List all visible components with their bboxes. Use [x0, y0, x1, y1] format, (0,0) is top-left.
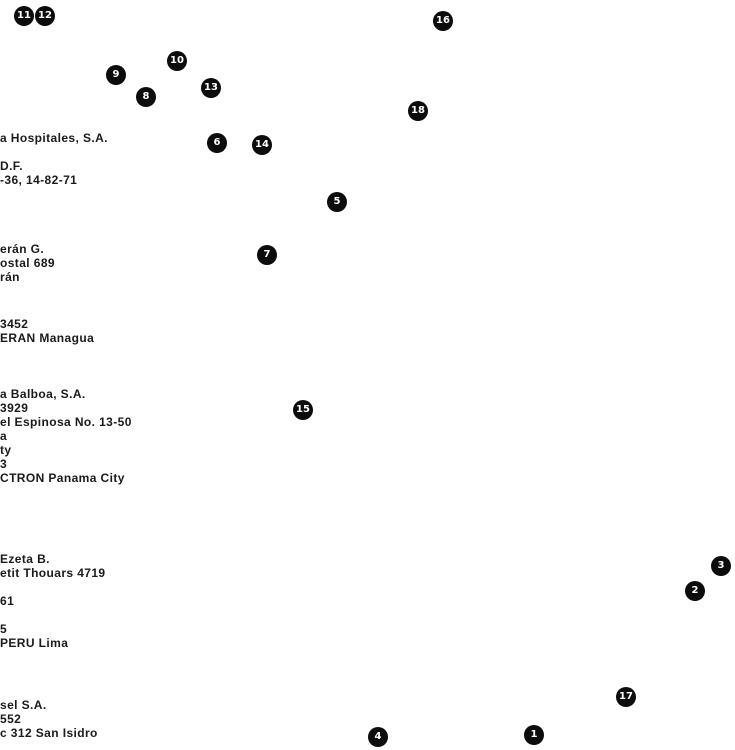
- address-line: el Espinosa No. 13-50: [0, 415, 132, 429]
- marker-7: 7: [257, 245, 277, 265]
- marker-2: 2: [685, 581, 705, 601]
- marker-5: 5: [327, 192, 347, 212]
- address-block-lima: [0, 552, 106, 650]
- address-line: c 312 San Isidro: [0, 726, 98, 740]
- address-block-hospitales: [0, 131, 108, 187]
- marker-8: 8: [136, 87, 156, 107]
- marker-4: 4: [368, 727, 388, 747]
- marker-13: 13: [201, 78, 221, 98]
- address-line: [0, 608, 106, 622]
- address-block-panama: [0, 387, 132, 485]
- address-line: a Balboa, S.A.: [0, 387, 86, 401]
- address-line: Ezeta B.: [0, 552, 50, 566]
- marker-9: 9: [106, 65, 126, 85]
- address-line: sel S.A.: [0, 698, 47, 712]
- marker-16: 16: [433, 11, 453, 31]
- address-line: 3: [0, 457, 8, 471]
- marker-12: 12: [35, 6, 55, 26]
- address-line: CTRON Panama City: [0, 471, 125, 485]
- marker-3: 3: [711, 556, 731, 576]
- address-line: [0, 580, 106, 594]
- marker-1: 1: [524, 725, 544, 745]
- address-block-managua-contact: [0, 317, 94, 345]
- marker-10: 10: [167, 51, 187, 71]
- address-block-san-isidro: [0, 698, 98, 740]
- marker-6: 6: [207, 133, 227, 153]
- address-line: D.F.: [0, 159, 23, 173]
- marker-11: 11: [14, 6, 34, 26]
- address-line: 3452: [0, 317, 29, 331]
- address-line: a Hospitales, S.A.: [0, 131, 108, 145]
- address-line: ty: [0, 443, 12, 457]
- address-block-managua-name: [0, 242, 55, 284]
- address-line: erán G.: [0, 242, 45, 256]
- address-line: 61: [0, 594, 15, 608]
- address-line: 552: [0, 712, 22, 726]
- address-line: a: [0, 429, 8, 443]
- address-line: etit Thouars 4719: [0, 566, 106, 580]
- marker-18: 18: [408, 101, 428, 121]
- address-line: -36, 14-82-71: [0, 173, 78, 187]
- marker-17: 17: [616, 687, 636, 707]
- address-line: 5: [0, 622, 8, 636]
- address-line: [0, 145, 108, 159]
- address-line: 3929: [0, 401, 29, 415]
- address-line: ERAN Managua: [0, 331, 95, 345]
- marker-15: 15: [293, 400, 313, 420]
- address-line: ostal 689: [0, 256, 55, 270]
- marker-14: 14: [252, 135, 272, 155]
- address-line: PERU Lima: [0, 636, 69, 650]
- address-line: rán: [0, 270, 20, 284]
